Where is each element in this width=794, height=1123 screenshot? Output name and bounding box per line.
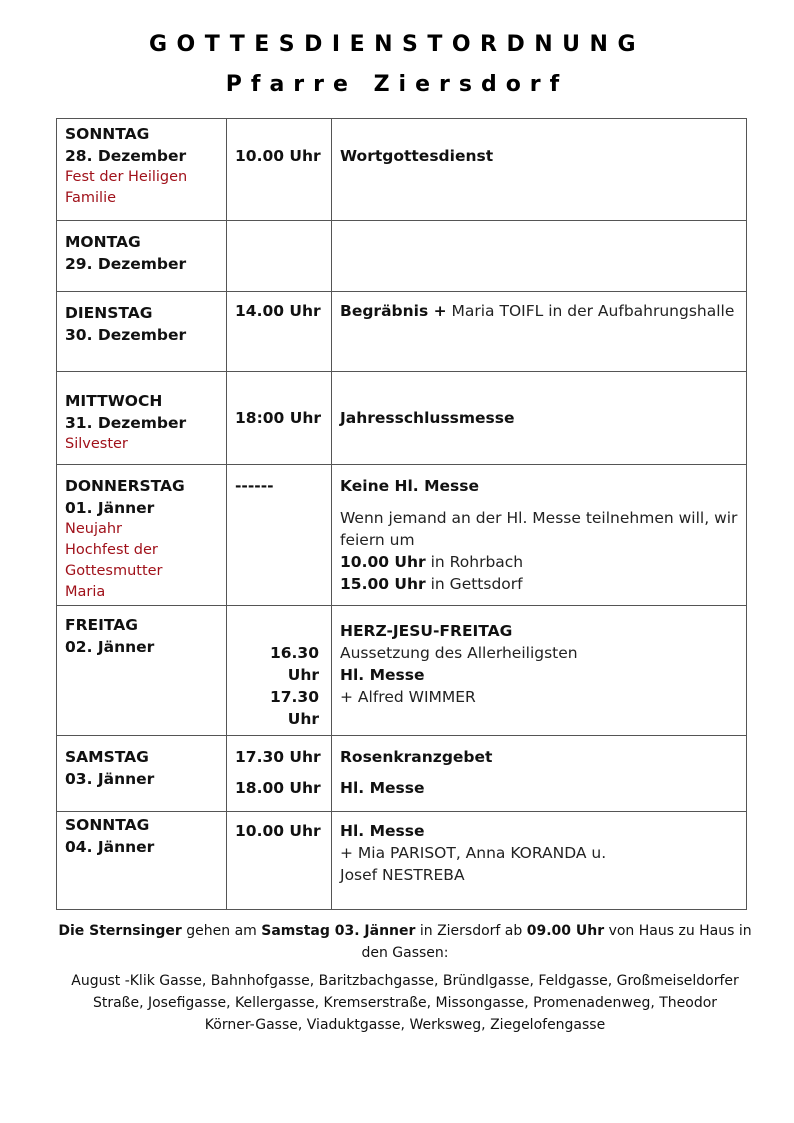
table-row	[57, 221, 747, 292]
feast-label: Neujahr	[65, 521, 123, 537]
feast-label: Maria	[65, 584, 106, 600]
note-text: in Ziersdorf ab	[415, 923, 527, 939]
day-cell	[57, 292, 227, 372]
weekday: DIENSTAG	[65, 304, 153, 322]
note-bold: 09.00 Uhr	[526, 923, 605, 939]
time-cell	[227, 221, 332, 292]
table-row	[57, 119, 747, 221]
time-cell	[227, 292, 332, 372]
date: 29. Dezember	[65, 255, 187, 273]
event-cell	[332, 812, 747, 910]
weekday: SONNTAG	[65, 125, 150, 143]
day-cell	[57, 465, 227, 606]
feast-label: Hochfest der	[65, 542, 158, 558]
time: 16.30 Uhr	[269, 644, 319, 684]
note-text: gehen am	[181, 923, 262, 939]
table-row	[57, 736, 747, 812]
note-text: von Haus zu Haus in den Gassen:	[361, 923, 752, 961]
date: 30. Dezember	[65, 326, 187, 344]
time-cell	[227, 119, 332, 221]
time: 17.30 Uhr	[235, 748, 321, 766]
feast-label: Fest der Heiligen	[65, 169, 188, 185]
schedule-table	[56, 118, 747, 910]
event-cell	[332, 736, 747, 812]
event-cell	[332, 119, 747, 221]
note-bold: Samstag 03. Jänner	[261, 923, 416, 939]
time: 18.00 Uhr	[235, 779, 321, 797]
time: ------	[235, 477, 274, 495]
event-title: HERZ-JESU-FREITAG	[340, 622, 513, 640]
day-cell	[57, 119, 227, 221]
event-cell	[332, 465, 747, 606]
event-cell	[332, 292, 747, 372]
event-title: Rosenkranzgebet	[340, 748, 493, 766]
feast-label: Gottesmutter	[65, 563, 163, 579]
date: 04. Jänner	[65, 838, 155, 856]
event-title: Hl. Messe	[340, 779, 425, 797]
parish-subtitle: Pfarre Ziersdorf	[225, 72, 569, 97]
note-bold: Die Sternsinger	[58, 923, 182, 939]
event-title: Jahresschlussmesse	[340, 409, 515, 427]
table-row	[57, 606, 747, 736]
event-cell	[332, 221, 747, 292]
time: 10.00 Uhr	[235, 147, 321, 165]
street-list: August -Klik Gasse, Bahnhofgasse, Baritzbachgasse, Bründlgasse, Feldgasse, Großmeiseldorfer Straße, Josefigasse, Kellergasse, Kremserstraße, Missongasse, Promenadenweg, Theodor Körner-Gasse, Viaduktgasse, Werksweg, Ziegelofengasse	[71, 973, 739, 1033]
event-line	[340, 551, 739, 573]
event-line	[340, 300, 739, 322]
sternsinger-note	[50, 920, 760, 964]
weekday: MONTAG	[65, 233, 141, 251]
time-cell	[227, 606, 332, 736]
event-cell	[332, 372, 747, 465]
event-detail: Aussetzung des Allerheiligsten	[340, 644, 578, 662]
event-title: Hl. Messe	[340, 822, 425, 840]
table-row	[57, 465, 747, 606]
date: 31. Dezember	[65, 414, 187, 432]
event-detail: + Alfred WIMMER	[340, 688, 476, 706]
date: 02. Jänner	[65, 638, 155, 656]
event-title: Wortgottesdienst	[340, 147, 494, 165]
event-cell	[332, 606, 747, 736]
weekday: SONNTAG	[65, 816, 150, 834]
date: 01. Jänner	[65, 499, 155, 517]
time: 17.30 Uhr	[269, 688, 319, 728]
table-row	[57, 292, 747, 372]
day-cell	[57, 221, 227, 292]
time: 10.00 Uhr	[235, 822, 321, 840]
time-cell	[227, 465, 332, 606]
date: 03. Jänner	[65, 770, 155, 788]
table-row	[57, 812, 747, 910]
weekday: DONNERSTAG	[65, 477, 185, 495]
time: 18:00 Uhr	[235, 409, 321, 427]
event-time: 15.00 Uhr	[340, 575, 426, 593]
day-cell	[57, 606, 227, 736]
date: 28. Dezember	[65, 147, 187, 165]
event-line	[340, 573, 739, 595]
event-detail: + Mia PARISOT, Anna KORANDA u. Josef NESTREBA	[340, 844, 607, 884]
weekday: FREITAG	[65, 616, 138, 634]
time-cell	[227, 736, 332, 812]
event-location: in Rohrbach	[425, 553, 524, 571]
event-location: in Gettsdorf	[425, 575, 523, 593]
event-detail: Wenn jemand an der Hl. Messe teilnehmen will, wir feiern um	[340, 509, 738, 549]
page-title: GOTTESDIENSTORDNUNG	[148, 32, 646, 57]
time-cell	[227, 372, 332, 465]
feast-label: Silvester	[65, 436, 128, 452]
event-title: Keine Hl. Messe	[340, 477, 479, 495]
table-row	[57, 372, 747, 465]
weekday: MITTWOCH	[65, 392, 163, 410]
weekday: SAMSTAG	[65, 748, 149, 766]
event-time: 10.00 Uhr	[340, 553, 426, 571]
event-title: Begräbnis +	[340, 302, 447, 320]
event-detail: Maria TOIFL in der Aufbahrungshalle	[446, 302, 735, 320]
event-title: Hl. Messe	[340, 666, 425, 684]
day-cell	[57, 372, 227, 465]
day-cell	[57, 736, 227, 812]
day-cell	[57, 812, 227, 910]
time: 14.00 Uhr	[235, 302, 321, 320]
feast-label: Familie	[65, 190, 117, 206]
time-cell	[227, 812, 332, 910]
